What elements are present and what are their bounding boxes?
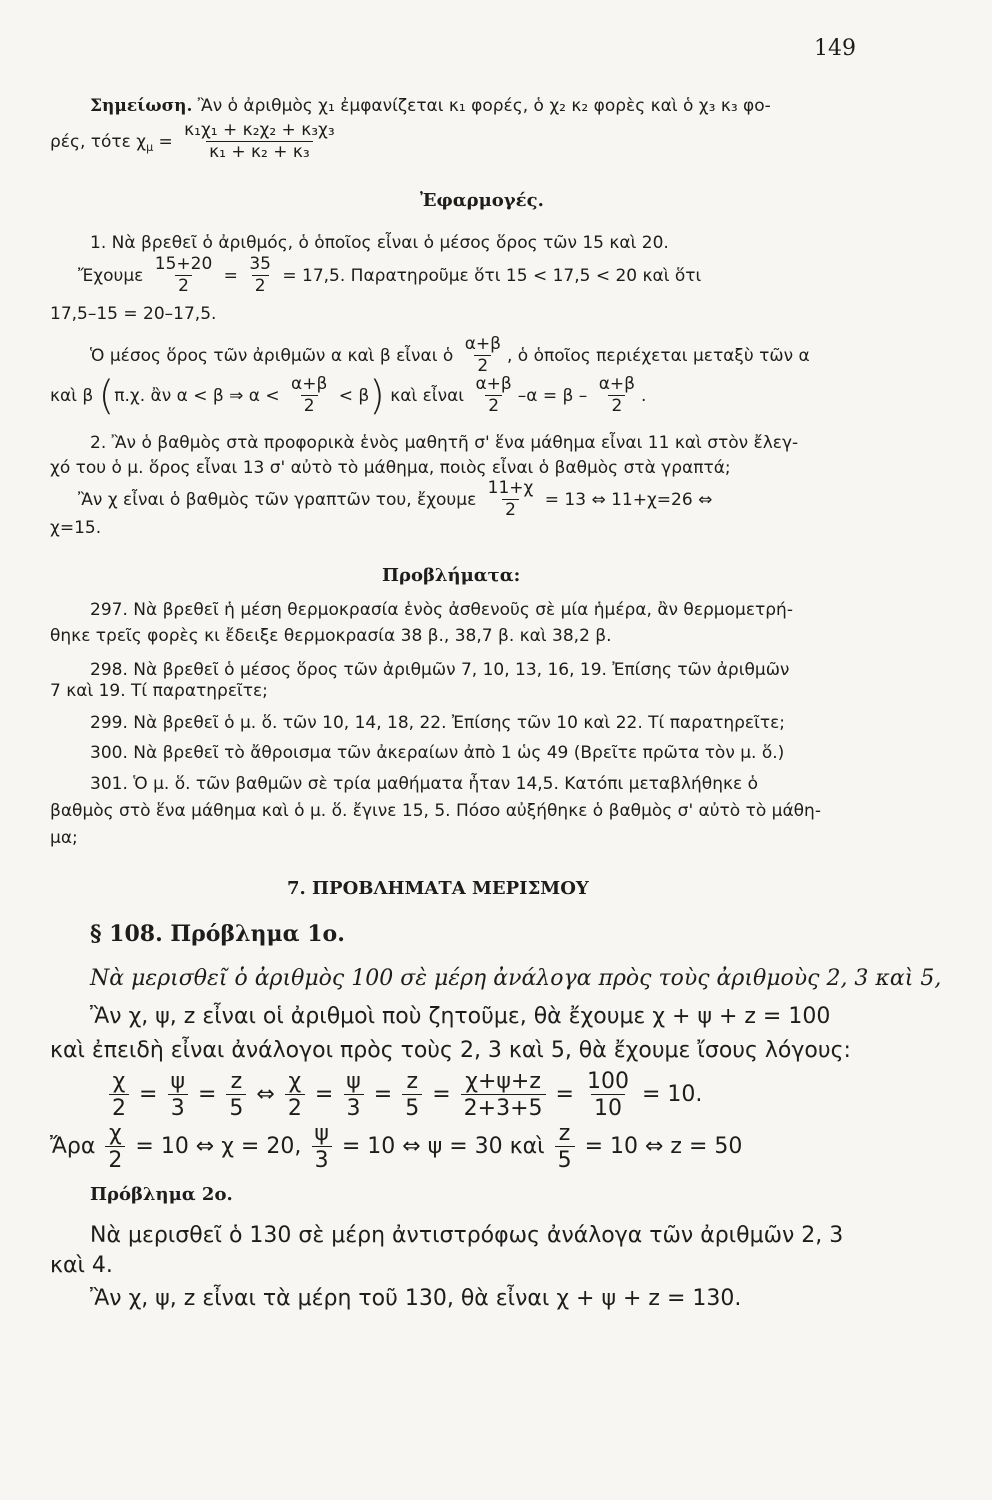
eq-frac-z-2-num: z [406,1069,418,1094]
general-paren-close: ) [369,372,385,419]
result-frac-x-den: 2 [105,1146,125,1172]
general-fraction-num: α+β [464,334,501,354]
eq-frac-sum [461,1070,546,1120]
eq-frac-x-num: χ [112,1069,126,1094]
result-line [50,1122,742,1172]
problem-2-line-1: Νὰ μερισθεῖ ὁ 130 σὲ μέρη ἀντιστρόφως ἀνάλογα τῶν ἀριθμῶν 2, 3 [90,1223,844,1248]
app1-line-3: 17,5–15 = 20–17,5. [50,304,217,324]
page-number: 149 [814,36,856,61]
applications-title: Ἐφαρμογές. [420,190,544,211]
app1-fraction-2-den: 2 [252,275,269,296]
problem-298-line-1: 298. Νὰ βρεθεῖ ὁ μέσος ὅρος τῶν ἀριθμῶν 7, 10, 13, 16, 19. Ἐπίσης τῶν ἀριθμῶν [90,660,790,680]
app2-line-3-pre: Ἂν χ εἶναι ὁ βαθμὸς τῶν γραπτῶν του, ἔχουμε [78,489,477,510]
eq-sign-2: = [197,1082,217,1108]
eq-sign-1: = [139,1082,158,1108]
problem-300: 300. Νὰ βρεθεῖ τὸ ἄθροισμα τῶν ἀκεραίων ἀπὸ 1 ὡς 49 (Βρεῖτε πρῶτα τὸν μ. ὅ.) [90,743,785,763]
general-line-2-d: καὶ εἶναι [390,385,465,406]
app2-line-2: χό του ὁ μ. ὅρος εἶναι 13 σ' αὐτὸ τὸ μάθημα, ποιὸς εἶναι ὁ βαθμὸς στὰ γραπτά; [50,458,731,478]
general-line-1-pre: Ὁ μέσος ὅρος τῶν ἀριθμῶν α καὶ β εἶναι ὁ [90,345,454,366]
result-z: = 10 ⇔ z = 50 [584,1134,743,1160]
eq-frac-y-den: 3 [168,1094,188,1120]
note-line-2-lead: ρές, τότε χ [50,131,147,152]
result-frac-x-num: χ [109,1121,122,1146]
general-fraction-2-den: 2 [301,395,318,416]
problem-297-line-2: θηκε τρεῖς φορὲς κι ἔδειξε θερμοκρασία 38 β., 38,7 β. καὶ 38,2 β. [50,626,612,646]
problem-301-line-1: 301. Ὁ μ. ὅ. τῶν βαθμῶν σὲ τρία μαθήματα ἦταν 14,5. Κατόπι μεταβλήθηκε ὁ [90,774,758,794]
general-fraction-den: 2 [474,355,491,376]
eq-frac-y-2 [343,1070,364,1120]
general-fraction-3 [472,376,514,416]
section-108-title: § 108. Πρόβλημα 1ο. [90,921,345,947]
eq-frac-sum-num: χ+ψ+z [465,1069,541,1094]
app1-fraction-1-den: 2 [175,275,192,296]
eq-frac-x-den: 2 [109,1094,129,1120]
app1-fraction-2 [246,256,274,296]
eq-frac-z-num: z [230,1069,243,1094]
result-frac-y-den: 3 [312,1146,332,1172]
general-line-2 [50,372,647,419]
result-frac-z-den: 5 [555,1146,575,1172]
problem-1-line-1: Ἂν χ, ψ, z εἶναι οἱ ἀριθμοὶ ποὺ ζητοῦμε, θὰ ἔχουμε χ + ψ + z = 100 [90,1004,831,1029]
app1-fraction-2-num: 35 [249,254,271,274]
eq-frac-z-den: 5 [226,1094,246,1120]
problem-2-line-2: καὶ 4. [50,1253,113,1278]
note-text: Ἂν ὁ ἀριθμὸς χ₁ ἐμφανίζεται κ₁ φορές, ὁ χ₂ κ₂ φορὲς καὶ ὁ χ₃ κ₃ φο- [197,96,771,116]
general-fraction [462,336,504,376]
problem-297-line-1: 297. Νὰ βρεθεῖ ἡ μέση θερμοκρασία ἑνὸς ἀσθενοῦς σὲ μία ἡμέρα, ἂν θερμομετρή- [90,600,793,620]
general-fraction-2 [288,376,330,416]
eq-frac-sum-den: 2+3+5 [461,1094,546,1120]
note-fraction-num: κ₁χ₁ + κ₂χ₂ + κ₃χ₃ [184,120,335,140]
general-line-2-c: < β [338,385,370,406]
app1-line-2-post: = 17,5. Παρατηροῦμε ὅτι 15 < 17,5 < 20 καὶ ὅτι [282,265,702,286]
app1-fraction-1 [152,256,216,296]
ratio-equation [106,1070,702,1120]
eq-frac-x-2-num: χ [288,1069,302,1094]
general-line-1-post: , ὁ ὁποῖος περιέχεται μεταξὺ τῶν α [507,345,810,366]
app1-fraction-1-num: 15+20 [154,254,213,274]
problem-299: 299. Νὰ βρεθεῖ ὁ μ. ὅ. τῶν 10, 14, 18, 22. Ἐπίσης τῶν 10 καὶ 22. Τί παρατηρεῖτε; [90,713,786,733]
eq-frac-y-num: ψ [170,1069,185,1094]
result-frac-z-num: z [558,1121,571,1146]
problem-2-title: Πρόβλημα 2ο. [90,1184,233,1205]
app1-line-1: 1. Νὰ βρεθεῖ ὁ ἀριθμός, ὁ ὁποῖος εἶναι ὁ μέσος ὅρος τῶν 15 καὶ 20. [90,233,669,253]
eq-sign-5: = [432,1082,451,1108]
problem-1-statement: Νὰ μερισθεῖ ὁ ἀριθμὸς 100 σὲ μέρη ἀνάλογα πρὸς τοὺς ἀριθμοὺς 2, 3 καὶ 5, [90,966,942,991]
eq-frac-x-2-den: 2 [285,1094,305,1120]
result-ara: Ἄρα [50,1134,96,1160]
eq-sign-4: = [373,1082,393,1108]
eq-iff: ⇔ [256,1082,275,1108]
app1-line-2-pre: Ἔχουμε [78,265,144,286]
result-frac-x [105,1122,125,1172]
general-fraction-4 [596,376,638,416]
eq-frac-z [226,1070,246,1120]
problem-298-line-2: 7 καὶ 19. Τί παρατηρεῖτε; [50,681,268,701]
eq-sign-6: = [555,1082,574,1108]
app2-fraction-num: 11+χ [487,478,534,498]
app2-line-3-post: = 13 ⇔ 11+χ=26 ⇔ [544,489,713,510]
app1-line-2 [78,256,701,296]
note-line-2-eq: = [153,131,173,152]
general-line-2-e: –α = β – [517,385,588,406]
app2-line-3 [78,480,712,520]
app2-fraction [485,480,537,520]
general-line-2-f: . [641,385,647,406]
eq-frac-z-2-den: 5 [402,1094,422,1120]
general-line-2-b: π.χ. ἂν α < β ⇒ α < [114,385,280,406]
general-fraction-3-den: 2 [485,395,502,416]
general-fraction-4-num: α+β [598,374,636,394]
general-fraction-2-num: α+β [291,374,328,394]
eq-sign-3: = [314,1082,334,1108]
result-x: = 10 ⇔ χ = 20, [135,1134,302,1160]
eq-frac-y-2-den: 3 [344,1094,364,1120]
result-frac-y-num: ψ [314,1121,329,1146]
problem-2-line-3: Ἂν χ, ψ, z εἶναι τὰ μέρη τοῦ 130, θὰ εἶναι χ + ψ + z = 130. [90,1286,742,1311]
result-frac-z [555,1122,575,1172]
section-heading: 7. ΠΡΟΒΛΗΜΑΤΑ ΜΕΡΙΣΜΟΥ [287,878,589,899]
problem-1-line-2: καὶ ἐπειδὴ εἶναι ἀνάλογοι πρὸς τοὺς 2, 3 καὶ 5, θὰ ἔχουμε ἴσους λόγους: [50,1038,851,1063]
general-line-2-a: καὶ β [50,385,94,406]
eq-frac-z-2 [402,1070,422,1120]
app2-fraction-den: 2 [502,499,519,520]
note-label: Σημείωση. [90,96,193,116]
result-frac-y [311,1122,332,1172]
eq-end: = 10. [641,1082,703,1108]
eq-frac-x [109,1070,129,1120]
note-line-2-sub: μ [146,141,154,155]
note-fraction [181,122,338,162]
general-fraction-4-den: 2 [608,395,625,416]
problem-301-line-3: μα; [50,828,78,848]
problems-title: Προβλήματα: [382,565,521,586]
app1-eq: = [223,265,238,286]
note-line-2 [50,122,341,162]
eq-frac-x-2 [285,1070,305,1120]
result-y: = 10 ⇔ ψ = 30 καὶ [341,1134,545,1160]
app2-line-4: χ=15. [50,518,102,538]
problem-301-line-2: βαθμὸς στὸ ἕνα μάθημα καὶ ὁ μ. ὅ. ἔγινε 15, 5. Πόσο αὐξήθηκε ὁ βαθμὸς σ' αὐτὸ τὸ μάθη- [50,801,821,821]
general-line-1 [90,336,810,376]
note-fraction-den: κ₁ + κ₂ + κ₃ [206,141,313,162]
eq-frac-y [167,1070,188,1120]
general-fraction-3-num: α+β [475,374,512,394]
eq-frac-y-2-num: ψ [346,1069,361,1094]
eq-frac-100-den: 10 [591,1094,625,1120]
eq-frac-100 [584,1070,632,1120]
general-paren-open: ( [98,372,115,419]
eq-frac-100-num: 100 [586,1069,629,1094]
note-line-1 [90,96,771,116]
app2-line-1: 2. Ἂν ὁ βαθμὸς στὰ προφορικὰ ἑνὸς μαθητῆ σ' ἕνα μάθημα εἶναι 11 καὶ στὸν ἔλεγ- [90,433,799,453]
